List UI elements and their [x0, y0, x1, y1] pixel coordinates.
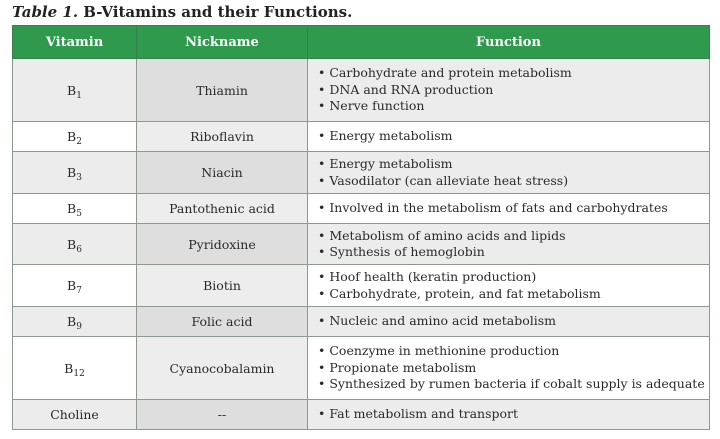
table-row: [13, 59, 710, 122]
function-cell: [308, 224, 710, 265]
vitamin-subscript: 12: [73, 368, 85, 379]
vitamin-cell: [13, 59, 137, 122]
table-row: [13, 194, 710, 224]
table-row: [13, 122, 710, 152]
vitamins-table: [12, 25, 710, 430]
vitamin-name: B: [64, 360, 74, 376]
vitamin-cell: [13, 307, 137, 337]
nickname-cell: --: [137, 400, 308, 430]
table-row: [13, 307, 710, 337]
vitamin-name: B: [67, 129, 77, 144]
function-item: • Nerve function: [318, 98, 703, 115]
nickname-cell: Cyanocobalamin: [137, 337, 308, 400]
vitamin-name: B: [67, 82, 77, 98]
nickname-cell: Biotin: [137, 265, 308, 307]
vitamin-subscript: 6: [76, 244, 82, 255]
nickname-cell: Pyridoxine: [137, 224, 308, 265]
table-number: Table 1.: [12, 3, 79, 21]
function-item: • Energy metabolism: [318, 128, 703, 145]
vitamin-subscript: 9: [76, 322, 82, 332]
function-item: • Synthesis of hemoglobin: [318, 244, 703, 261]
vitamin-subscript: 1: [76, 90, 82, 101]
nickname-cell: Riboflavin: [137, 122, 308, 152]
vitamin-cell: [13, 400, 137, 430]
table-row: [13, 152, 710, 194]
function-cell: [308, 265, 710, 307]
table-caption: [12, 3, 352, 21]
function-cell: [308, 194, 710, 224]
function-cell: [308, 59, 710, 122]
vitamin-name: B: [67, 165, 77, 180]
function-cell: [308, 400, 710, 430]
header-row: [13, 26, 710, 59]
vitamin-name: B: [67, 278, 77, 293]
vitamin-name: Choline: [50, 407, 99, 422]
vitamin-subscript: 3: [76, 173, 82, 183]
table-body: [13, 59, 710, 430]
function-item: • Metabolism of amino acids and lipids: [318, 228, 703, 245]
table-row: [13, 337, 710, 400]
function-item: • Fat metabolism and transport: [318, 406, 703, 423]
vitamin-name: B: [67, 236, 77, 252]
nickname-cell: Folic acid: [137, 307, 308, 337]
nickname-cell: Pantothenic acid: [137, 194, 308, 224]
function-cell: [308, 307, 710, 337]
nickname-cell: Thiamin: [137, 59, 308, 122]
vitamin-cell: [13, 265, 137, 307]
function-item: • DNA and RNA production: [318, 82, 703, 99]
vitamin-subscript: 7: [76, 286, 82, 296]
table-row: [13, 265, 710, 307]
function-item: • Vasodilator (can alleviate heat stress): [318, 173, 703, 190]
vitamin-name: B: [67, 201, 77, 216]
function-item: • Carbohydrate, protein, and fat metabolism: [318, 286, 703, 303]
function-item: • Hoof health (keratin production): [318, 269, 703, 286]
vitamin-cell: [13, 194, 137, 224]
vitamin-cell: [13, 224, 137, 265]
function-cell: [308, 152, 710, 194]
table-row: [13, 224, 710, 265]
vitamin-name: B: [67, 314, 77, 329]
table-title: B-Vitamins and their Functions.: [83, 3, 353, 21]
vitamin-subscript: 2: [76, 137, 82, 147]
function-item: • Involved in the metabolism of fats and carbohydrates: [318, 200, 703, 217]
function-item: • Synthesized by rumen bacteria if cobalt supply is adequate: [318, 376, 703, 393]
header-nickname: Nickname: [137, 26, 308, 59]
function-item: • Energy metabolism: [318, 156, 703, 173]
function-item: • Propionate metabolism: [318, 360, 703, 377]
table-row: [13, 400, 710, 430]
header-function: Function: [308, 26, 710, 59]
function-cell: [308, 337, 710, 400]
function-cell: [308, 122, 710, 152]
function-item: • Nucleic and amino acid metabolism: [318, 313, 703, 330]
vitamin-cell: [13, 152, 137, 194]
function-item: • Coenzyme in methionine production: [318, 343, 703, 360]
vitamin-cell: [13, 337, 137, 400]
vitamin-subscript: 5: [76, 209, 82, 219]
vitamin-cell: [13, 122, 137, 152]
header-vitamin: Vitamin: [13, 26, 137, 59]
nickname-cell: Niacin: [137, 152, 308, 194]
function-item: • Carbohydrate and protein metabolism: [318, 65, 703, 82]
